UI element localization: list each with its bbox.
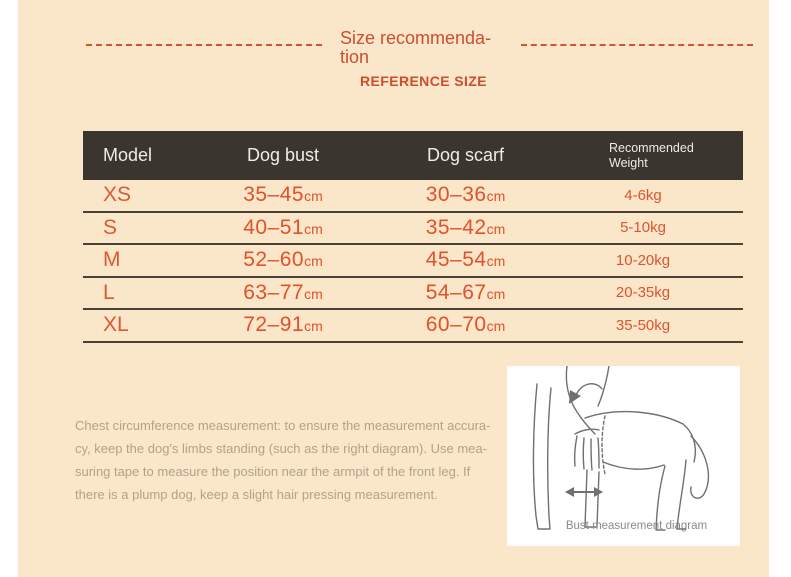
page-title-line2: tion xyxy=(340,47,370,67)
instruction-line: Chest circumference measurement: to ensure the measurement accura- xyxy=(75,418,491,433)
bust-value: 40–51cm xyxy=(243,215,323,239)
dog-measurement-illustration xyxy=(507,366,740,546)
weight-value: 5-10kg xyxy=(620,219,666,237)
column-header-recommended-weight: Recommended Weight xyxy=(609,140,694,170)
unit-label: cm xyxy=(304,253,323,270)
size-label: S xyxy=(103,215,118,239)
size-table-header xyxy=(83,131,743,180)
cream-background-sheet xyxy=(18,0,769,577)
unit-label: cm xyxy=(486,220,506,237)
bust-measurement-diagram xyxy=(507,366,740,546)
measurement-instructions xyxy=(75,414,505,506)
size-label: XL xyxy=(103,313,129,337)
diagram-caption: Bust measurement diagram xyxy=(565,520,708,532)
column-header-dog-bust: Dog bust xyxy=(246,145,320,165)
size-table xyxy=(83,131,743,343)
bust-value: 72–91cm xyxy=(243,313,323,337)
column-header-model: Model xyxy=(103,145,153,165)
unit-label: cm xyxy=(486,253,506,270)
table-row-xs xyxy=(83,180,743,213)
unit-label: cm xyxy=(486,285,506,302)
weight-value: 4-6kg xyxy=(624,186,662,204)
table-row-s xyxy=(83,213,743,246)
instruction-line: cy, keep the dog's limbs standing (such as the right diagram). Use mea- xyxy=(75,441,487,456)
bust-value: 52–60cm xyxy=(243,248,323,272)
unit-label: cm xyxy=(304,220,323,237)
scarf-value: 54–67cm xyxy=(425,280,506,304)
size-label: M xyxy=(103,248,121,272)
instruction-line: there is a plump dog, keep a slight hair pressing measurement. xyxy=(75,487,438,502)
page-title xyxy=(340,29,500,67)
unit-label: cm xyxy=(304,318,323,335)
bust-value: 35–45cm xyxy=(243,183,323,207)
weight-value: 20-35kg xyxy=(615,284,671,302)
page-title-line1: Size recommenda- xyxy=(340,28,492,48)
left-dashed-divider xyxy=(86,44,322,46)
size-label: XS xyxy=(103,183,132,207)
reference-size-heading: REFERENCE SIZE xyxy=(360,73,487,89)
scarf-value: 45–54cm xyxy=(425,248,506,272)
unit-label: cm xyxy=(486,188,506,205)
unit-label: cm xyxy=(304,285,323,302)
unit-label: cm xyxy=(486,318,506,335)
scarf-value: 60–70cm xyxy=(425,313,506,337)
bust-value: 63–77cm xyxy=(243,280,323,304)
unit-label: cm xyxy=(304,188,323,205)
size-label: L xyxy=(103,280,115,304)
curved-arrow-head xyxy=(569,390,581,404)
scarf-value: 35–42cm xyxy=(425,215,506,239)
table-row-xl xyxy=(83,310,743,343)
table-row-l xyxy=(83,278,743,311)
weight-value: 35-50kg xyxy=(615,316,671,334)
column-header-dog-scarf: Dog scarf xyxy=(426,145,505,165)
weight-value: 10-20kg xyxy=(615,251,671,269)
instruction-line: suring tape to measure the position near the armpit of the front leg. If xyxy=(75,464,471,479)
table-row-m xyxy=(83,245,743,278)
right-dashed-divider xyxy=(521,44,753,46)
scarf-value: 30–36cm xyxy=(425,183,506,207)
